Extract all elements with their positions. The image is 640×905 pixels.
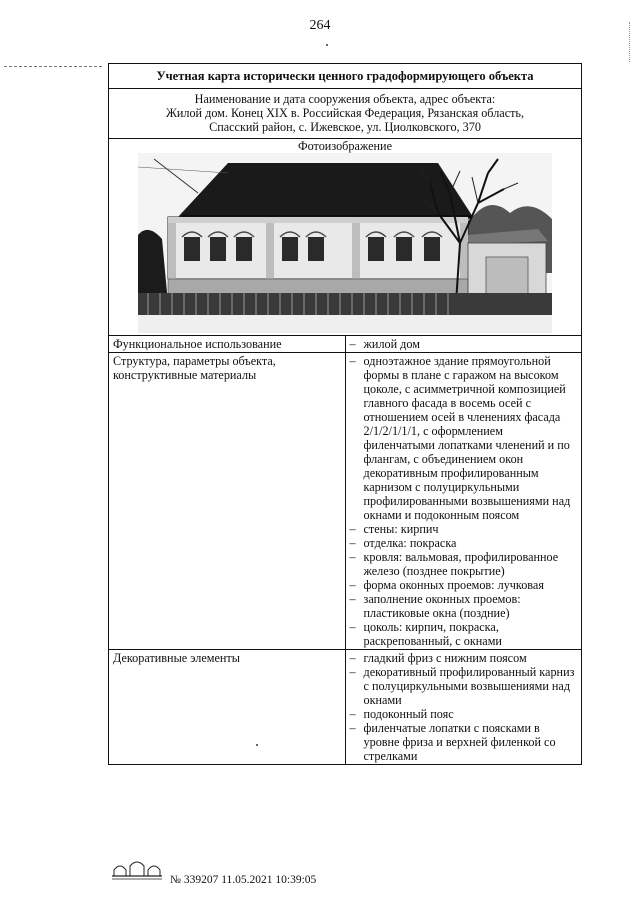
list-item: – филенчатые лопатки с поясками в уровне фриза и верхней филенкой со стрелками xyxy=(350,721,578,763)
scan-dot xyxy=(256,744,258,746)
row-label: Структура, параметры объекта, конструктивные материалы xyxy=(109,353,346,650)
row-content xyxy=(345,336,582,353)
photo-label: Фотоизображение xyxy=(297,139,392,153)
object-name-line: Спасский район, с. Ижевское, ул. Циолковского, 370 xyxy=(209,120,481,134)
list-item: – отделка: покраска xyxy=(350,536,578,550)
row-structure xyxy=(109,353,582,650)
card-title: Учетная карта исторически ценного градоформирующего объекта xyxy=(109,64,582,89)
row-label: Функциональное использование xyxy=(109,336,346,353)
list-item: – декоративный профилированный карниз с полуциркульными возвышениями над окнами xyxy=(350,665,578,707)
object-name-line: Жилой дом. Конец XIX в. Российская Федерация, Рязанская область, xyxy=(165,106,525,120)
row-content xyxy=(345,353,582,650)
list-item: – заполнение оконных проемов: пластиковые окна (поздние) xyxy=(350,592,578,620)
list-item: – стены: кирпич xyxy=(350,522,578,536)
photo-cell xyxy=(109,139,582,336)
document-id: № 339207 11.05.2021 10:39:05 xyxy=(170,874,317,886)
list-item: – одноэтажное здание прямоугольной формы в плане с гаражом на высоком цоколе, с асимметричной композицией главного фасада в восемь осей с отношением осей в членениях фасада 2/1/2/1/1/1, с оформлением филенчатыми лопатками членений и по флангам, с объединением окон декоративным профилированным карнизом с полуциркульными профилированными возвышениями над окнами и подоконным поясом xyxy=(350,354,578,522)
corner-mark xyxy=(629,22,638,62)
row-function xyxy=(109,336,582,353)
list-item: – форма оконных проемов: лучковая xyxy=(350,578,578,592)
heritage-card-table xyxy=(108,63,582,765)
object-name-line: Наименование и дата сооружения объекта, адрес объекта: xyxy=(194,92,496,106)
list-item: – подоконный пояс xyxy=(350,707,578,721)
row-content xyxy=(345,650,582,765)
house-photo xyxy=(138,153,552,333)
list-item: – кровля: вальмовая, профилированное железо (позднее покрытие) xyxy=(350,550,578,578)
publisher-logo-icon xyxy=(110,858,164,880)
object-name-block xyxy=(109,89,582,139)
list-item: – жилой дом xyxy=(350,337,578,351)
row-label: Декоративные элементы xyxy=(109,650,346,765)
page-number: 264 xyxy=(309,18,331,33)
list-item: – цоколь: кирпич, покраска, раскрепованный, с окнами xyxy=(350,620,578,648)
margin-scribble xyxy=(4,66,102,71)
row-decor xyxy=(109,650,582,765)
list-item: – гладкий фриз с нижним поясом xyxy=(350,651,578,665)
scan-dot xyxy=(326,44,328,46)
